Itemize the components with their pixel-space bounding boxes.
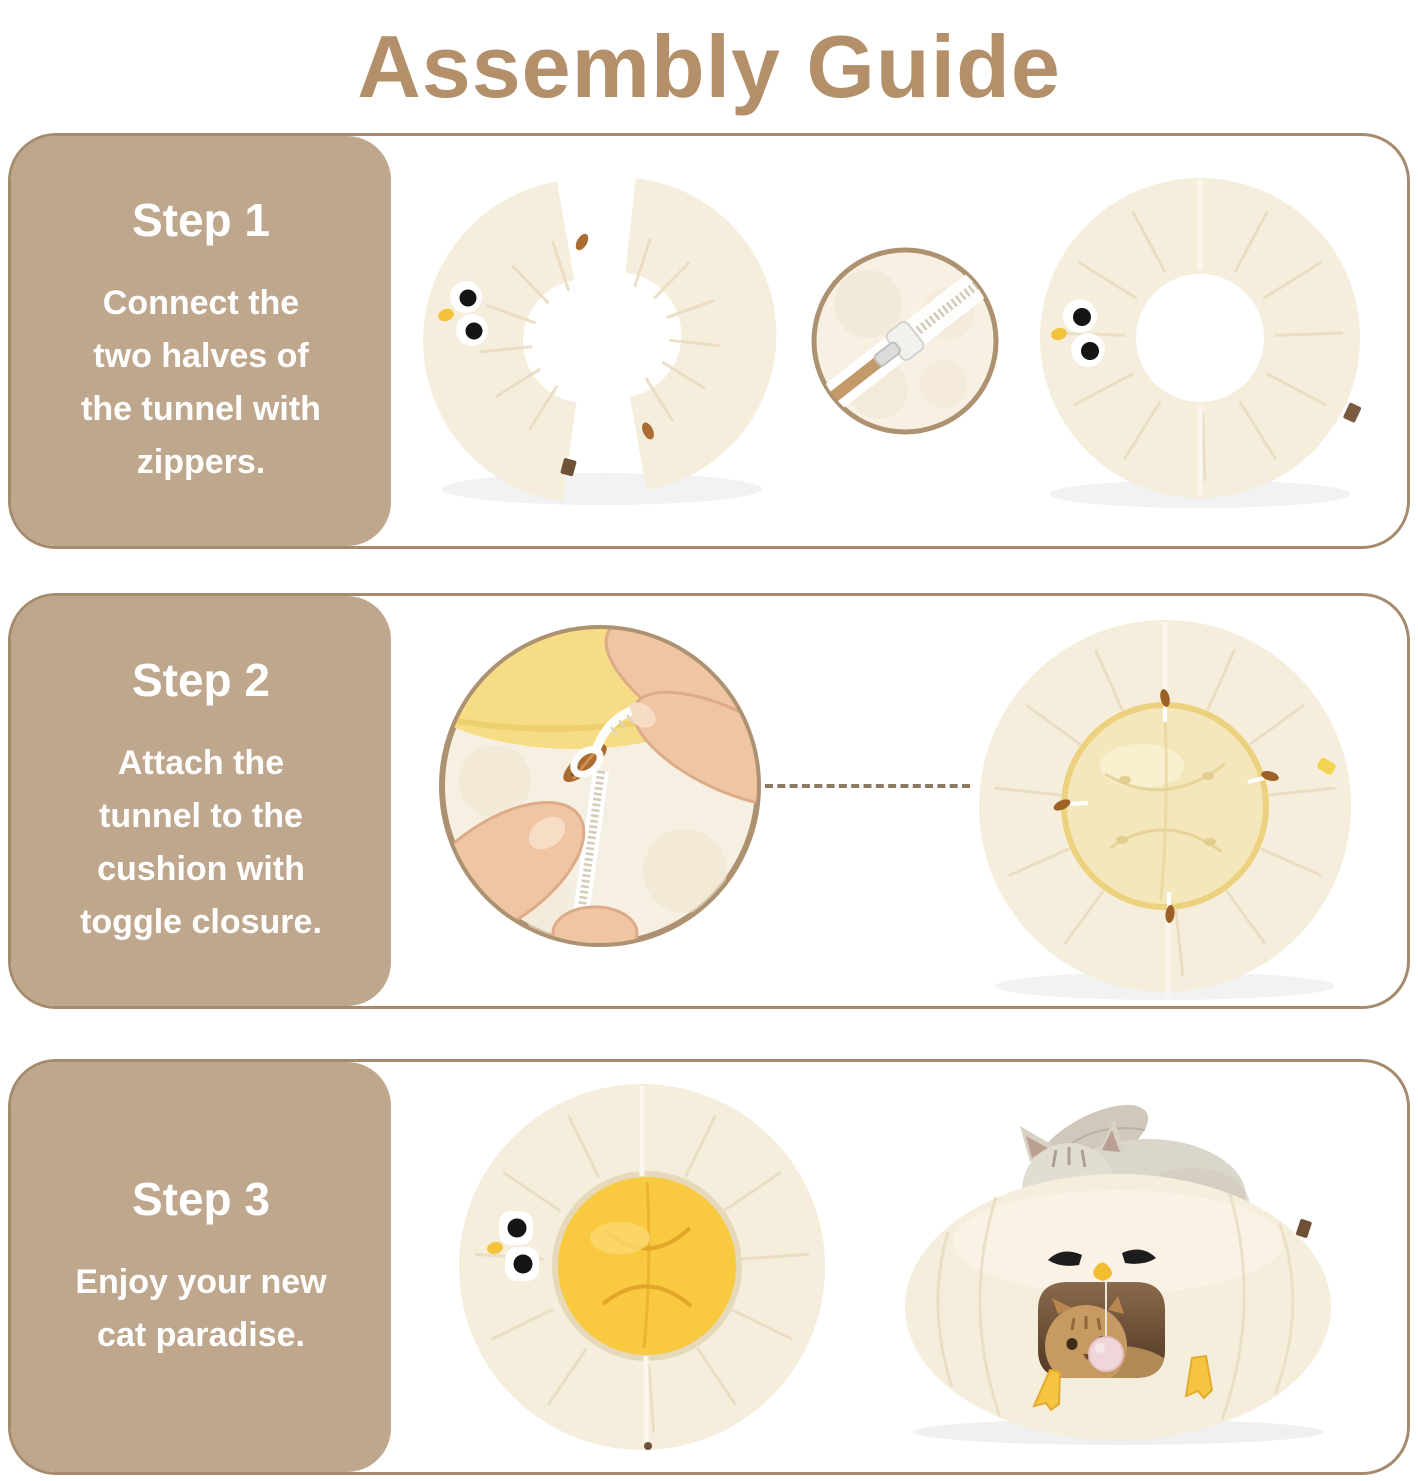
tunnel-half-right [630,225,728,443]
page-header [0,0,1418,133]
step-3-sidebar [11,1062,391,1472]
step-2-description: Attach the tunnel to the cushion with toggle closure. [80,744,322,941]
step-1-title: Step 1 [131,194,271,246]
pale-cushion [1064,705,1266,907]
step-2-panel [8,593,1410,1009]
step-2-sidebar [11,596,391,1006]
step-2-title: Step 2 [131,654,271,706]
step-1-content [391,136,1403,546]
step-1-description: Connect the two halves of the tunnel with zippers. [81,284,321,481]
toggle-attachment-closeup-photo [435,621,765,951]
step-3-title: Step 3 [131,1173,271,1225]
step-3-description: Enjoy your new cat paradise. [75,1263,327,1354]
tunnel-with-cushion-top-view-photo [970,614,1360,1004]
connector-dashed-line [765,784,970,788]
cats-using-tunnel-photo [900,1102,1340,1447]
label-tag [1295,1218,1312,1238]
yellow-cushion [555,1174,739,1358]
zipper-pull [644,1442,652,1450]
finished-bed-top-view-photo [455,1080,830,1455]
step-2-content [391,596,1403,1006]
toggle-icon [573,231,591,252]
step-3-panel [8,1059,1410,1475]
label-tag [1342,402,1361,423]
pompom-toy [1089,1337,1123,1371]
tunnel-half-left [436,230,590,476]
step-3-content [391,1062,1403,1472]
step-1-sidebar [11,136,391,546]
zipper-closeup-photo [808,244,1002,438]
step-1-panel [8,133,1410,549]
tunnel-halves-photo [422,169,782,514]
assembled-tunnel-photo [1028,166,1373,516]
page-title: Assembly Guide [357,16,1061,116]
